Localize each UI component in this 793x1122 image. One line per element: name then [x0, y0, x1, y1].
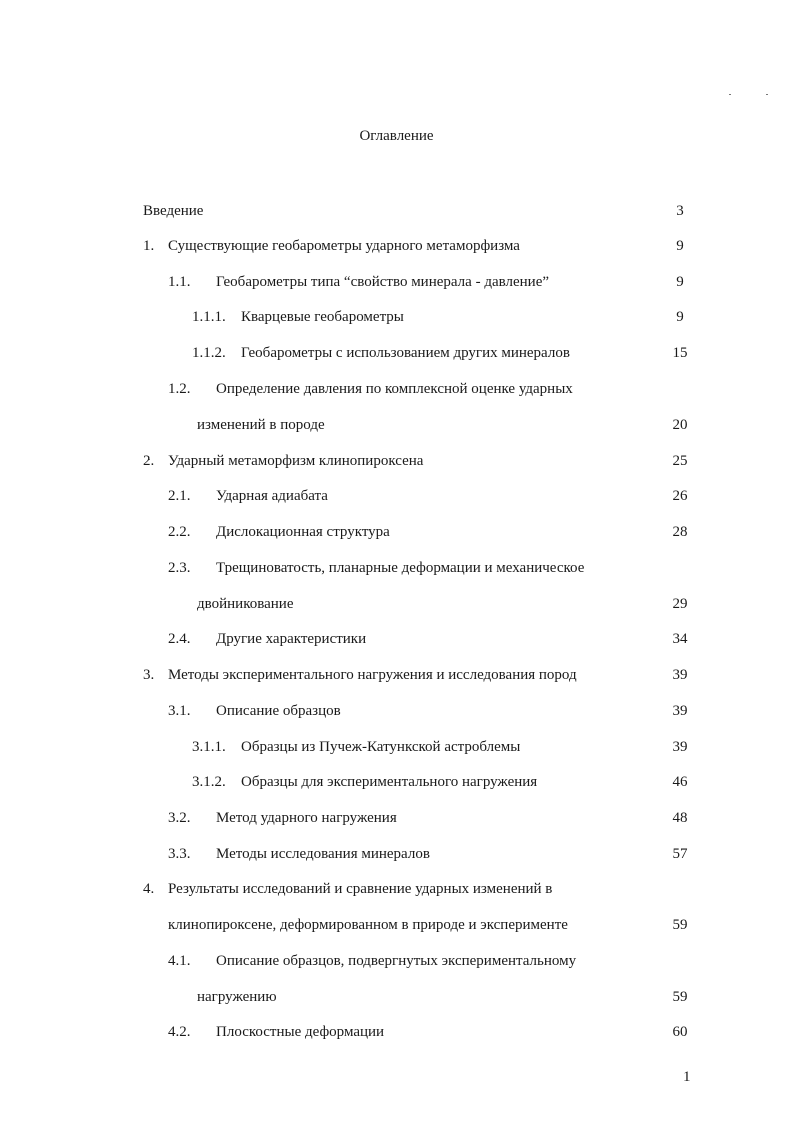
toc-entry-number: 1.1.2.	[192, 345, 226, 361]
toc-title: Оглавление	[359, 128, 434, 144]
toc-entry-number: 2.2.	[168, 524, 191, 540]
toc-entry-page: 57	[672, 846, 688, 862]
toc-entry-title: Геобарометры типа “свойство минерала - давление”	[216, 274, 550, 290]
toc-entry	[0, 200, 793, 222]
toc-entry-title: Плоскостные деформации	[216, 1024, 385, 1040]
toc-entry-title: Образцы из Пучеж-Катункской астроблемы	[241, 739, 521, 755]
toc-entry-number: 3.	[143, 667, 155, 683]
toc-entry	[0, 485, 793, 507]
toc-entry	[0, 771, 793, 793]
toc-entry-title: Трещиноватость, планарные деформации и механическое	[216, 560, 585, 576]
toc-entry-page: 9	[676, 309, 684, 325]
toc-entry	[0, 950, 793, 972]
toc-entry	[0, 700, 793, 722]
toc-entry-number: 2.4.	[168, 631, 191, 647]
toc-entry-title: Образцы для экспериментального нагружения	[241, 774, 538, 790]
toc-entry-title: двойникование	[197, 596, 294, 612]
toc-entry-number: 3.1.1.	[192, 739, 226, 755]
toc-entry-number: 3.3.	[168, 846, 191, 862]
toc-entry-title: Кварцевые геобарометры	[241, 309, 404, 325]
toc-entry	[0, 450, 793, 472]
toc-entry-page: 25	[672, 453, 688, 469]
toc-entry-page: 39	[672, 739, 688, 755]
toc-entry-title: Ударная адиабата	[216, 488, 328, 504]
toc-entry-page: 34	[672, 631, 688, 647]
toc-entry-number: 1.1.	[168, 274, 191, 290]
toc-entry-title: Существующие геобарометры ударного метаморфизма	[168, 238, 520, 254]
toc-entry-title: Дислокационная структура	[216, 524, 390, 540]
toc-entry-page: 20	[672, 417, 688, 433]
toc-entry-page: 26	[672, 488, 688, 504]
toc-entry-page: 29	[672, 596, 688, 612]
toc-entry	[0, 271, 793, 293]
toc-entry-title: Методы экспериментального нагружения и исследования пород	[168, 667, 577, 683]
toc-entry	[0, 628, 793, 650]
toc-entry-page: 9	[676, 238, 684, 254]
toc-entry-title: Другие характеристики	[216, 631, 367, 647]
page-number: 1	[683, 1069, 691, 1085]
toc-entry-title: Ударный метаморфизм клинопироксена	[168, 453, 424, 469]
toc-entry-number: 3.1.2.	[192, 774, 226, 790]
toc-entry	[0, 878, 793, 900]
toc-entry-title: Методы исследования минералов	[216, 846, 430, 862]
toc-entry-title: клинопироксене, деформированном в природе и эксперименте	[168, 917, 568, 933]
toc-entry-title: Метод ударного нагружения	[216, 810, 397, 826]
toc-entry-page: 9	[676, 274, 684, 290]
toc-entry-page: 46	[672, 774, 688, 790]
toc-entry-page: 3	[676, 203, 684, 219]
scan-speck	[729, 94, 731, 95]
toc-entry-title: изменений в породе	[197, 417, 325, 433]
toc-entry	[0, 414, 793, 436]
toc-entry-number: 4.	[143, 881, 155, 897]
toc-entry-page: 28	[672, 524, 688, 540]
toc-entry	[0, 342, 793, 364]
toc-entry-number: 1.1.1.	[192, 309, 226, 325]
toc-entry-title: Описание образцов	[216, 703, 341, 719]
toc-entry-number: 2.3.	[168, 560, 191, 576]
toc-entry	[0, 521, 793, 543]
toc-entry	[0, 807, 793, 829]
toc-entry-title: нагружению	[197, 989, 277, 1005]
toc-entry-number: 1.	[143, 238, 155, 254]
toc-entry-page: 15	[672, 345, 688, 361]
toc-entry-title: Определение давления по комплексной оценке ударных	[216, 381, 573, 397]
toc-entry	[0, 914, 793, 936]
toc-entry-number: 2.1.	[168, 488, 191, 504]
toc-entry	[0, 306, 793, 328]
toc-entry-page: 48	[672, 810, 688, 826]
toc-entry-title: Геобарометры с использованием других минералов	[241, 345, 570, 361]
toc-entry-number: 4.2.	[168, 1024, 191, 1040]
toc-entry	[0, 664, 793, 686]
toc-entry-title: Введение	[143, 203, 204, 219]
toc-entry	[0, 736, 793, 758]
toc-entry-number: 2.	[143, 453, 155, 469]
toc-entry	[0, 986, 793, 1008]
toc-entry	[0, 843, 793, 865]
toc-entry-number: 3.1.	[168, 703, 191, 719]
toc-entry-page: 60	[672, 1024, 688, 1040]
toc-entry-page: 39	[672, 703, 688, 719]
toc-entry-number: 3.2.	[168, 810, 191, 826]
toc-entry	[0, 235, 793, 257]
toc-entry-page: 59	[672, 917, 688, 933]
toc-entry-title: Описание образцов, подвергнутых экспериментальному	[216, 953, 577, 969]
toc-entry-page: 59	[672, 989, 688, 1005]
toc-entry	[0, 593, 793, 615]
toc-entry-page: 39	[672, 667, 688, 683]
scan-speck	[766, 94, 768, 95]
toc-entry	[0, 1021, 793, 1043]
toc-entry	[0, 557, 793, 579]
toc-entry-number: 4.1.	[168, 953, 191, 969]
toc-entry-title: Результаты исследований и сравнение ударных изменений в	[168, 881, 553, 897]
toc-entry-number: 1.2.	[168, 381, 191, 397]
toc-entry	[0, 378, 793, 400]
